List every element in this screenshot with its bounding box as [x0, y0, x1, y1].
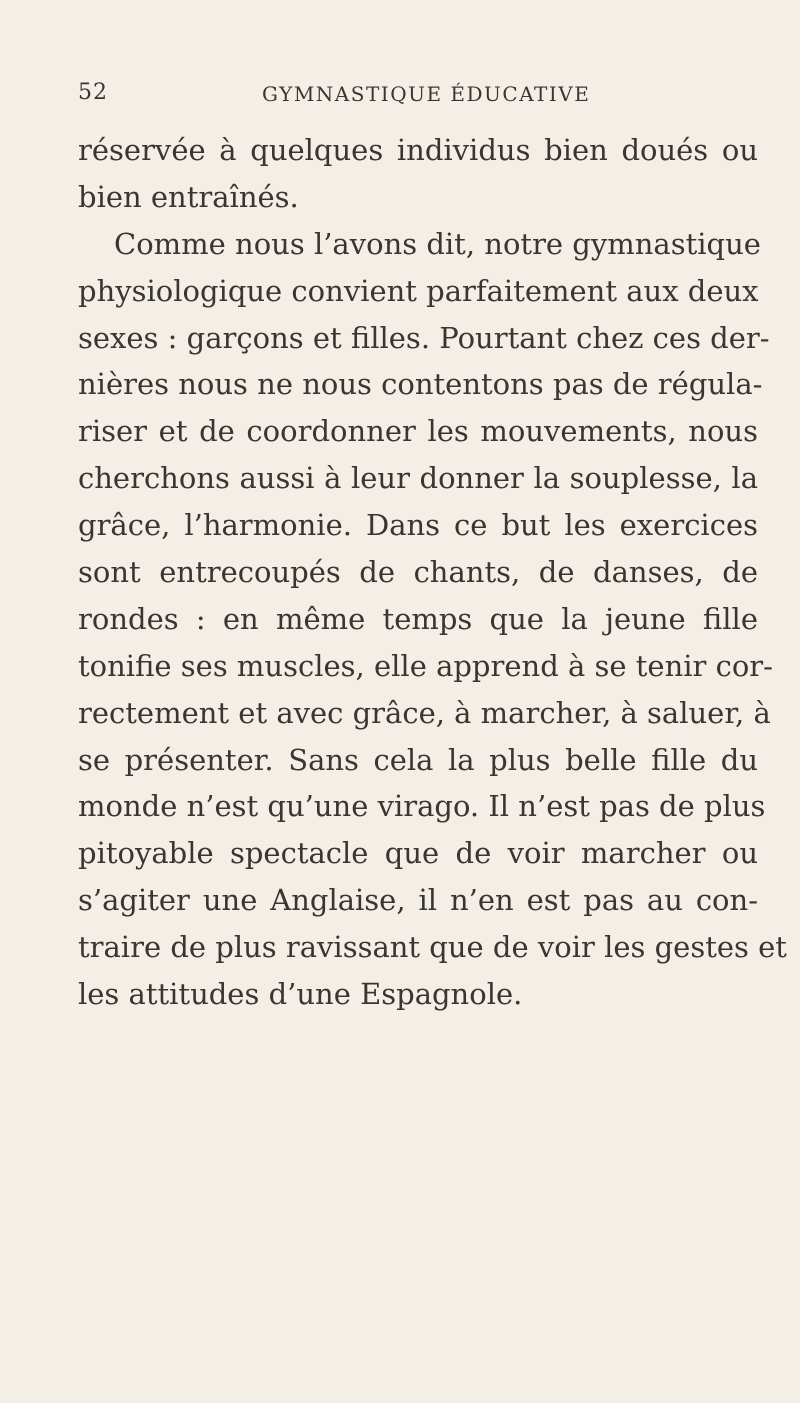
text-line: sont entrecoupés de chants, de danses, de [78, 555, 758, 590]
text-line: s’agiter une Anglaise, il n’en est pas au con- [78, 883, 758, 918]
text-line: pitoyable spectacle que de voir marcher ou [78, 836, 758, 871]
text-line: cherchons aussi à leur donner la souplesse, la [78, 461, 758, 496]
text-line: rectement et avec grâce, à marcher, à saluer, à [78, 695, 771, 730]
text-line: réservée à quelques individus bien doués ou [78, 133, 758, 167]
running-head [78, 80, 758, 110]
text-line: traire de plus ravissant que de voir les gestes et [78, 930, 787, 965]
text-line: physiologique convient parfaitement aux deux [78, 273, 759, 308]
body-text [78, 127, 787, 1018]
text-line: Comme nous l’avons dit, notre gymnastique [114, 226, 761, 261]
page-number: 52 [78, 80, 108, 105]
text-line: tonifie ses muscles, elle apprend à se tenir cor- [78, 648, 773, 683]
text-line: monde n’est qu’une virago. Il n’est pas de plus [78, 789, 766, 824]
text-line: nières nous ne nous contentons pas de régula- [78, 367, 763, 402]
text-line: riser et de coordonner les mouvements, nous [78, 414, 758, 449]
text-line: bien entraînés. [78, 179, 299, 214]
running-title: GYMNASTIQUE ÉDUCATIVE [262, 82, 591, 106]
text-line: se présenter. Sans cela la plus belle fille du [78, 742, 758, 777]
text-line: grâce, l’harmonie. Dans ce but les exercices [78, 508, 758, 543]
text-line: sexes : garçons et filles. Pourtant chez ces der- [78, 320, 770, 355]
text-line: les attitudes d’une Espagnole. [78, 977, 523, 1012]
text-line: rondes : en même temps que la jeune fille [78, 601, 758, 636]
